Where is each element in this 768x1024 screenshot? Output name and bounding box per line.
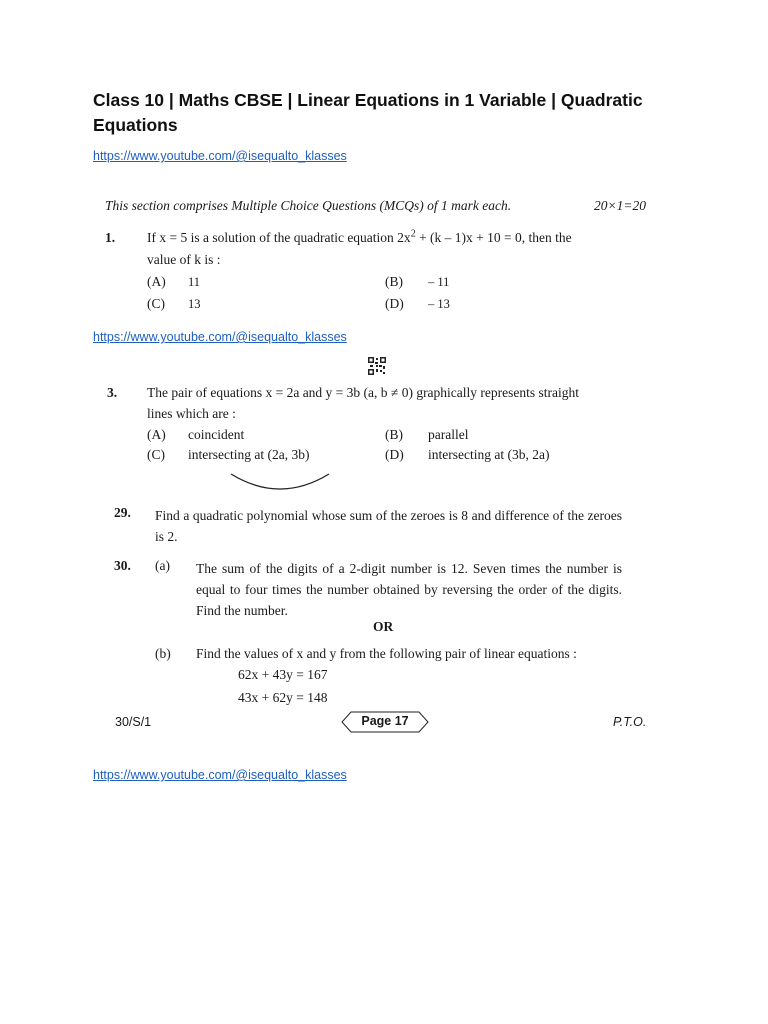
- option-label: (A): [147, 427, 166, 442]
- question-text-continued: value of k is :: [147, 252, 221, 267]
- equation: 43x + 62y = 148: [238, 690, 328, 705]
- question-text-continued: lines which are :: [147, 406, 236, 421]
- youtube-link-bottom[interactable]: https://www.youtube.com/@isequalto_klasses: [93, 768, 347, 782]
- question-number: 30.: [114, 558, 131, 573]
- paper-code: 30/S/1: [115, 715, 152, 729]
- question-text: The sum of the digits of a 2-digit number is 12. Seven times the number is equal to four times the number obtained by reversing the order of the digits. Find the number.: [196, 561, 622, 618]
- option-label: (B): [385, 427, 403, 442]
- sub-question-label: (a): [155, 558, 170, 573]
- page-number-badge: [341, 711, 429, 733]
- superscript: 2: [410, 228, 416, 240]
- pto-label: P.T.O.: [613, 715, 647, 729]
- option-value: 11: [188, 275, 201, 289]
- option-value: intersecting at (2a, 3b): [188, 447, 310, 462]
- option-value: intersecting at (3b, 2a): [428, 447, 550, 462]
- equation: 62x + 43y = 167: [238, 667, 328, 682]
- section-instruction: This section comprises Multiple Choice Questions (MCQs) of 1 mark each.: [105, 198, 512, 213]
- question-text: Find a quadratic polynomial whose sum of the zeroes is 8 and difference of the zeroes is 2.: [155, 508, 622, 544]
- option-label: (D): [385, 447, 404, 462]
- document-title: Class 10 | Maths CBSE | Linear Equations in 1 Variable | Quadratic Equations: [93, 90, 643, 135]
- option-label: (C): [147, 447, 165, 462]
- question-text: [147, 230, 572, 246]
- or-separator: OR: [373, 619, 394, 634]
- option-value: coincident: [188, 427, 245, 442]
- option-value: 13: [188, 297, 201, 311]
- page-number: Page 17: [361, 714, 409, 728]
- option-label: (B): [385, 274, 403, 289]
- section-marks: 20×1=20: [594, 198, 646, 213]
- option-label: (D): [385, 296, 404, 311]
- qr-code-icon: [368, 357, 386, 375]
- youtube-link-top[interactable]: https://www.youtube.com/@isequalto_klasses: [93, 149, 347, 163]
- option-label: (A): [147, 274, 166, 289]
- question-text: Find the values of x and y from the following pair of linear equations :: [196, 646, 577, 661]
- question-number: 3.: [107, 385, 118, 400]
- question-text-part: If x = 5 is a solution of the quadratic equation 2x: [147, 230, 411, 245]
- youtube-link-middle[interactable]: https://www.youtube.com/@isequalto_klasses: [93, 330, 347, 344]
- question-number: 29.: [114, 505, 131, 520]
- option-value: – 13: [428, 297, 450, 311]
- sub-question-label: (b): [155, 646, 171, 661]
- curved-divider: [228, 470, 332, 494]
- option-value: – 11: [428, 275, 450, 289]
- question-number: 1.: [105, 230, 116, 245]
- option-value: parallel: [428, 427, 469, 442]
- option-label: (C): [147, 296, 165, 311]
- question-text-part: + (k – 1)x + 10 = 0, then the: [415, 230, 572, 245]
- question-text: The pair of equations x = 2a and y = 3b (a, b ≠ 0) graphically represents straight: [147, 385, 580, 400]
